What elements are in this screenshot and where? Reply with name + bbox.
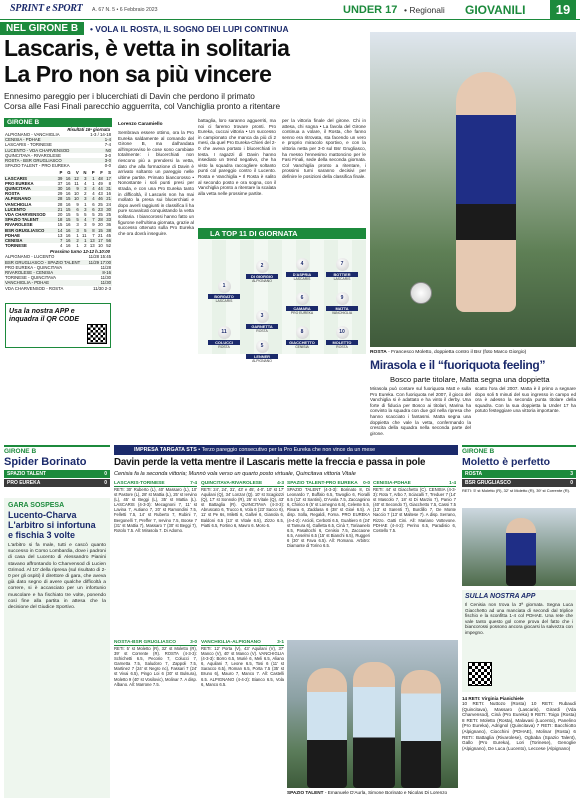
jersey-icon: 8 <box>296 326 309 339</box>
issue-info: A. 67 N. 5 • 6 Febbraio 2023 <box>92 7 158 13</box>
kicker-text: • VOLA IL ROSTA, IL SOGNO DEI LUPI CONTINUA <box>90 24 289 34</box>
league-cell: CENISIA <box>4 238 55 243</box>
league-cell: 11 <box>74 180 79 186</box>
league-header-cell: P <box>91 170 95 176</box>
next-round-cell: ALPIGNANO - LUCENTO <box>5 254 55 260</box>
standings-subtitle: Risultati 16ª giornata <box>67 127 110 132</box>
league-cell: 15 <box>63 207 71 212</box>
league-table <box>4 170 112 248</box>
lower-headline: Davin perde la vetta mentre il Lascaris mette la freccia e passa in pole <box>114 457 426 468</box>
next-round-cell: 11/30 <box>86 280 112 285</box>
jersey-icon: 1 <box>218 280 231 293</box>
next-round-table <box>4 254 112 290</box>
league-cell: 16 <box>63 186 71 191</box>
top11-player[interactable] <box>208 280 240 303</box>
results-table <box>4 132 112 168</box>
league-cell: 7 <box>92 232 95 238</box>
spider-home-score: 0 <box>104 471 107 477</box>
league-cell: 2 <box>84 191 87 197</box>
league-cell: 11 <box>82 232 87 238</box>
standings-title: GIRONE B <box>4 118 112 127</box>
league-cell: PDHAE <box>5 232 21 238</box>
page-number: 19 <box>550 0 576 19</box>
team-photo-spazio-talent <box>287 640 458 788</box>
league-cell: 38 <box>104 228 112 233</box>
spider-away-team: PRO EUREKA <box>7 480 41 486</box>
moletto-home-row <box>462 470 576 478</box>
top11-player-name: GIACCHETTO <box>286 340 318 345</box>
league-cell: 1 <box>84 201 87 207</box>
result-cell: 0-0 <box>104 163 111 169</box>
league-cell: 18 <box>55 217 63 222</box>
top11-player[interactable] <box>246 310 278 333</box>
league-cell: 16 <box>65 191 71 197</box>
league-cell: PRO EUREKA <box>5 180 34 186</box>
league-header-cell: N <box>83 170 87 176</box>
league-cell: ALPIGNANO <box>4 196 55 201</box>
next-round-cell: BSR GRUGLIASCO - SPAZIO TALENT <box>4 260 86 265</box>
league-cell: VANCHIGLIA <box>5 201 32 207</box>
league-cell: 43 <box>98 191 103 197</box>
app-promo-box[interactable] <box>462 590 576 692</box>
league-cell: 21 <box>98 232 103 238</box>
top11-player[interactable] <box>286 258 318 281</box>
next-round-cell: 11/28 <box>100 264 111 270</box>
headline-2: La Pro non sa più vincere <box>4 61 272 87</box>
match-report-text: SPAZIO TALENT (4-3-3): Borinato 8, Di Leonardo 7, Buffalo 6.5, Tavoglio 6, Fioralli 6.5 (12' st Santini), D'Avola 7.5, Zaccagnino 6, Chirico 6 (5' st Lomegno 6.5), Celeste 5.5, Rivara 6, Zaddasa 6 (38' st Gioé 6.5). A disp. Solla, Regaldi, Forna. PRO EUREKA (4-4-2): Arcioli, Cerbotti 6.5, Gualtiero 6 (24' st Tamura 6), Galletta 6.5, Cinà 7, Toriaanelo 6.5, Pasaltochi 6, Cenisio 7.5, Zaccaone 6.5, Anselmi 6.5 (15' st Bianchi 6.5), Ruggeri 6 (30' st Fava 6.5). All: Romano. Arbitro: Diamante di Torino 6.5. <box>287 487 370 549</box>
league-cell: 9 <box>76 201 79 207</box>
qr-code-icon <box>87 324 107 344</box>
result-cell: 1-4 <box>84 137 112 142</box>
moletto-away-team: BSR GRUGLIASCO <box>465 480 511 486</box>
league-cell: 2 <box>84 243 87 249</box>
league-cell: 16 <box>63 176 71 181</box>
league-cell: 16 <box>65 243 71 249</box>
league-cell: LUCENTO <box>4 207 55 212</box>
league-cell: 8 <box>108 180 111 186</box>
page-header <box>0 0 580 20</box>
match-report-text: RETI: 30' Ruberto (L), 40' Massaro (L), 10' st Pastore (L), 28' st Mattia (L), 25' st Iervino (L), 45' st Beggi (L), 35' st Mattia (L). LASCARIS (4-3-3): Mecagnoni 7, 11' st Lavina 7, Autiano 7, 20' st Ramondini 7.5, Felletti 7.5, 14' st Ruberto 7, Rubini 7, Bergonelli 7, Preffer 7, Iervino 7.5, Boose 7 (31' st Mattia 7), Massaro 7 (30' st Beggi 7), Rotolo 7.5. All: Mirasola 7. Di Adomo. <box>114 487 197 533</box>
next-round-cell: VDA CHARVENSOD - ROSTA <box>5 285 64 291</box>
top11-player[interactable] <box>326 258 358 281</box>
top11-player[interactable] <box>286 326 318 349</box>
scorers-title: 14 RETI: Virginia Pianichiele <box>462 696 524 701</box>
result-cell: 3-0 <box>104 152 111 158</box>
league-cell: 13 <box>57 232 63 238</box>
article-col-2: battaglia, loro saranno agguerriti, ma noi ci faremo trovare pronti. Pro Eureka, cuccai vittoria • Un successo in campionato che manca da più di 2 mesi, da quel Pro Eureka-Chieri del 2-0 che aveva portato i blucerchiati in testa. I ragazzi di Davin hanno insediato un trend negativo, che ha visto la squadra raccogliere soltanto punti col pareggio contro il Lucento. Rosta e Vanchiglia • Il Rosta è salito al secondo posto e ora sogna, con il Vanchiglia pronto a ritentare la scalata alla vetta nelle prossime partite. <box>198 118 276 196</box>
top11-player-name: GARNETTA <box>246 324 278 329</box>
league-header-cell: P <box>59 170 63 176</box>
result-cell: QUINCITAVA - RIVAROLESE <box>5 152 62 158</box>
spider-group: GIRONE B <box>4 445 110 455</box>
league-cell: 14 <box>55 228 63 233</box>
league-cell: 28 <box>57 201 63 207</box>
top11-player-name: MOLETTO <box>326 340 358 345</box>
top11-player-team: PRO EUREKA <box>290 311 314 315</box>
impresa-text: • Terzo pareggio consecutivo per la Pro Eureka che non vince da un mese <box>198 447 376 453</box>
photo-caption-top-text: - Francesco Moletto, doppietta contro il Bsr (foto Marco Giorgio) <box>388 350 527 355</box>
league-cell: 4 <box>88 196 96 201</box>
moletto-away-row <box>462 479 576 487</box>
league-cell: 33 <box>104 217 112 222</box>
league-cell: 20 <box>57 212 63 218</box>
league-cell: QUINCITAVA <box>4 186 55 191</box>
moletto-title: Moletto è perfetto <box>462 456 551 468</box>
qr-promo-line1: Usa la nostra APP e <box>9 308 75 315</box>
league-cell: 5 <box>80 228 88 233</box>
article-col-3: per la vittoria finale del girone. Chi in attesa, chi sogna • La favola del Girone continua a volare, il Rosta, che fanno senno era ritrovata, sta facendo un vero e proprio miracolo sportivo, e con la vittoria netta per 3-0 sul Bsr Grugliasco, ha messo l'ennesimo mattoncino per le Fasi Finali, sede della seconda giornata. Col Vanchiglia pronto a ritentare, i prossimi turni saranno decisivi per definire le posizioni della classifica finale. <box>282 118 366 179</box>
league-cell: 16 <box>65 180 71 186</box>
next-round-cell: 8-16 <box>86 270 112 275</box>
match-report-title: CENISIA-PDHAE 1-4 <box>373 481 456 486</box>
result-cell: SPAZIO TALENT - PRO EUREKA <box>5 163 70 169</box>
jersey-icon: 3 <box>256 310 269 323</box>
player-photo-moletto <box>370 32 576 347</box>
league-cell: 10 <box>72 196 80 201</box>
league-cell: 3 <box>72 228 80 233</box>
result-cell: 1-3 / 14-18 <box>90 132 111 137</box>
player-figure-1 <box>307 668 347 788</box>
league-cell: 15 <box>57 222 63 228</box>
next-round-cell: 11/28 15:45 <box>88 254 111 260</box>
league-cell: 13 <box>89 243 95 249</box>
league-cell: 17 <box>96 238 104 243</box>
kicker-bar <box>0 22 370 35</box>
top11-player-name: LENNER <box>246 354 278 359</box>
top11-player-team: ROSTA <box>256 329 268 333</box>
lower-photo-caption-name: SPAZIO TALENT <box>287 790 324 795</box>
league-header-cell: G <box>67 170 71 176</box>
spider-away-row <box>4 479 110 487</box>
lower-photo-caption-text: - Emanuele D'Aurla, Simone Borinato e Nicolas Di Lorenzo <box>324 790 448 795</box>
league-cell: 56 <box>104 238 112 243</box>
moletto-reti: RETI: 5' st Moletto (R), 32' st Moletto (R), 39' st Corrente (R). <box>462 488 571 493</box>
league-cell: 4 <box>92 191 95 197</box>
league-cell: 6 <box>92 201 95 207</box>
lower-photo-caption <box>287 790 458 795</box>
league-cell: 3 <box>80 207 88 212</box>
jersey-icon: 4 <box>296 258 309 271</box>
top11-player-name: CAMARA <box>286 306 318 311</box>
league-cell: 13 <box>88 238 96 243</box>
moletto-photo <box>462 508 576 586</box>
gara-sospesa-box <box>4 498 110 798</box>
top11-player[interactable] <box>326 326 358 349</box>
league-cell: 16 <box>65 222 71 228</box>
match-report <box>114 640 197 796</box>
league-cell: 48 <box>96 176 104 181</box>
result-cell: 3-0 <box>84 158 112 163</box>
top11-player-team: VANCHIGLIA <box>331 311 353 315</box>
league-cell: 28 <box>96 217 104 222</box>
top11-player[interactable] <box>246 260 278 283</box>
side-story-body: Mirasola può contare sul fuoriquota Matt e sulla Pro Eureka. Con fuoriquota nel 2007, il gioco del Vanchiglia si è adattato e ha vinto il derby. Una forte di fiducia per Bosco ai titolari, Marina ha convinto la squadra con due gol nella ripresa che hanno scacciato i fantasmi. Matta segna una doppietta che vale la vetta, confermando la crescita della squadra nella seconda parte del girone. <box>370 386 471 436</box>
category-title: GIOVANILI <box>465 3 526 17</box>
article-author: Lorenzo Caramiello <box>118 122 163 127</box>
league-cell: 28 <box>55 196 63 201</box>
league-cell: 30 <box>55 186 63 191</box>
league-cell: 7 <box>88 217 96 222</box>
top11-player[interactable] <box>286 292 318 315</box>
top11-player-name: DI GIORGIO <box>246 274 278 279</box>
league-cell: 1 <box>92 180 95 186</box>
league-cell: 15 <box>65 212 71 218</box>
league-cell: 20 <box>98 222 103 228</box>
league-cell: 16 <box>63 238 71 243</box>
league-cell: 2 <box>72 238 80 243</box>
league-cell: 3 <box>80 196 88 201</box>
league-cell: 21 <box>104 196 112 201</box>
result-cell: 7-4 <box>104 142 111 148</box>
result-cell: ALPIGNANO - VANCHIGLIA <box>5 132 60 137</box>
ball-icon <box>410 282 432 304</box>
top11-player[interactable] <box>246 340 278 363</box>
side-story-body-2: scatto l'ora del 2007. Matta è il primo a segnare dopo soli 5 minuti del suo ingresso in campo ed ora è adesso la seconda punta titolare della squadra. Con la sua doppietta la Under 17 ha potuto festeggiare una vittoria importante. <box>475 386 576 414</box>
match-report-text: RETI: 44' st Giacchetto (C). CENISIA (4-3-3): Rota 7, Arbo 7, Sciacalli 7, Treduer 7 (14' st Mascolo 7, 18' st Di Marzio 7), Panio 7 (40' st Secondo 7), Giacchetto 7.5, Cassi 7.5 (13' st Sarenti 7), Burdillo 7, De Monte Naccio 7 (13' st Maltese 7). A disp. Serrano, Rizzo. Gatti Cini. All: Mariano Vottevone. PDHAE (4-4-2): Perino 6.5, Paradisio 6, Costello 7.5. <box>373 487 456 533</box>
league-cell: 15 <box>96 228 104 233</box>
top11-player-team: LASCARIS <box>215 299 233 303</box>
gara-sospesa-title-3: e fischia 3 volte <box>8 530 76 540</box>
next-round-cell: 11/30 2-3 <box>93 285 111 291</box>
gara-sospesa-title-2: L'arbitro si infortuna <box>8 520 96 530</box>
top11-player-team: ROSTA <box>218 345 230 349</box>
scorers-list: 10 RETI: Nuttozo (Rosta) 10 RETI: Rubaudi (Quincitava), Massaro (Lascaris), Girardi (Vda Charvensod), Cinà (Pro Eureka) 9 RETI: Toigo (Rosta) 8 RETI: Moletto (Rosta), Malavasi (Lucento), Panelino (Pro Eureka), Adrignol (Quincitava) 7 RETI: Bacchiotto (Alpignano), Ciocchini (PDHAE), Molinar (Rosta) 6 RETI: Battaglia (Rivarolese), Ogbaba (Spazio Talent), Gallo (Pro Eureka), Lori (Torinese), Genoglie (Alpignano), De Luca (Lucento), Leccese (Alpignano) <box>462 701 576 751</box>
top11-player-team: ROSTA <box>336 345 348 349</box>
result-cell: N0 <box>84 148 112 153</box>
match-report-text: RETI: 5' st Moletto (R), 32' st Moletto (R), 39' st Corrente (R). ROSTA (4-3-3): Schichetti 6.5, Pecorio 7, Colucci 7, Garnetta 7.5, Saludoro 7, Zappoli 7.5, Martinez 7 (24' st Negro nc), Fassari 7 (24' st Vivai 6.5), Pingo Loi 6 (30' st Bulsura), Moletto 9 (40' st Vosilovic), Molinar 7. A disp. Albano. All: Marrone 7.5. <box>114 646 197 687</box>
gara-sospesa-body: L'arbitro si fa male, tutti e cascò quanto successo in Corso Lombardia, dove i padroni di casa del Lucento di Alessandro Pianini stavano affrontando lo Charvensod di Lucien Grimod. Al 10' della ripresa (sul risultato di 2-0 per gli ospiti) il direttore di gara, che aveva già dato segno di avere qualche difficoltà a correre, si è accasciato per un infortunio muscolare e ha fischiato tre volte, ponendo così fine alla partita in attesa che la decisione del Giudice Sportivo. <box>8 543 106 611</box>
league-cell: 25 <box>106 212 111 218</box>
moletto-away-score: 0 <box>570 480 573 486</box>
spider-away-score: 0 <box>104 480 107 486</box>
scorers-box <box>462 696 576 800</box>
article-col-1: Sembrava essere ottimo, ora la Pro Eureka saldamente al comando del Girone B, ma dall'andata all'improvviso le cose sono cambiate totalmente: i blucerchiati non riescono più a prendersi la vetta, dato che alla formazione di Davin è arrivato soltanto un pareggio nelle ultime partite. Primato biancorosso • Nonostante i soli punti presi per strada, e con una Pro Eureka tanto in difficoltà, il Lascaris non ha mai mollato la presa sui blucerchiati e dopo averli raggiunti in classifica li ha pure scavalcati conquistando la vetta solitaria. I biancorossi hanno fatto un figurone nell'ultima giornata, grazie al successo ottenuto sulla Pro Eureka che ora dovrà inseguire. <box>118 130 194 236</box>
league-cell: 1 <box>88 176 96 181</box>
impresa-band <box>114 445 458 455</box>
league-cell: 29 <box>57 191 63 197</box>
league-cell: 3 <box>76 222 79 228</box>
jersey-icon: 11 <box>218 326 231 339</box>
gara-sospesa-kicker: GARA SOSPESA <box>8 502 65 509</box>
next-round-cell: VANCHIGLIA - PDHAE <box>4 280 86 285</box>
deck-line-2: Corsa alle Fasi Finali parecchio agguerrita, col Vanchiglia pronto a ritentare <box>4 101 281 111</box>
league-cell: 5 <box>92 212 95 218</box>
league-cell: 36 <box>106 222 111 228</box>
next-round-cell: TORINESE - QUINCITAVA <box>5 275 57 281</box>
league-cell: 6 <box>72 207 80 212</box>
league-cell: 1 <box>76 232 79 238</box>
top11-player-name: MATTA <box>326 306 358 311</box>
deck-line-1: Ennesimo pareggio per i blucerchiati di Davin che perdono il primato <box>4 91 255 101</box>
headline-1: Lascaris, è vetta in solitaria <box>4 35 290 61</box>
next-round-row <box>4 286 112 291</box>
league-cell: 9 <box>92 222 95 228</box>
league-cell: 5 <box>76 212 79 218</box>
next-round-title: Prossimo turno 12-12 h.10:00 <box>50 249 110 255</box>
league-cell: 49 <box>98 180 103 186</box>
spider-box <box>4 445 110 495</box>
match-report-text: RETI: 24', 24', 31', 43' e 45', 4-0'. 10' st 17' Aquilani (Q), 34' Lonzar (Q). 10' st Scagiozzi (Q), 17' st Sonnolo (R), 25' st Vitale (Q), 43' st Battaglia (R). QUINCITAVA (4-3-3): Abruscato 6, Trucco 6, Vola 6 (23' Sacco 6), 11' st Pe 6s, Miletti 6, Gallvé 6, Gianola 6, Baldoni 6.5 (13' st Vitale 6.5), Zizzo 6.5, Piatti 6.5, Fortino 6, Mavro 6. Moro 6. <box>201 487 284 528</box>
moletto-home-score: 3 <box>570 471 573 477</box>
side-story-headline: Mirasola e il “fuoriquota feeling” <box>370 358 546 372</box>
jersey-icon: 9 <box>336 292 349 305</box>
league-cell: 16 <box>65 201 71 207</box>
team-of-week-title: LA TOP 11 DI GIORNATA <box>198 228 366 239</box>
league-header-cell: F <box>100 170 103 176</box>
photo-caption-top <box>370 350 576 355</box>
top11-player-team: ALPIGNANO <box>252 359 272 363</box>
league-cell: 7 <box>55 238 63 243</box>
league-cell: 3 <box>80 186 88 191</box>
league-cell: 21 <box>55 207 63 212</box>
match-report <box>373 481 456 633</box>
qr-promo-line2: inquadra il QR CODE <box>9 316 80 323</box>
moletto-figure <box>506 518 536 586</box>
player-figure-2 <box>353 662 395 788</box>
league-header-cell: S <box>108 170 111 176</box>
qr-promo[interactable] <box>5 303 111 348</box>
top11-player[interactable] <box>208 326 240 349</box>
jersey-icon: 2 <box>256 260 269 273</box>
league-cell: 16 <box>63 228 71 233</box>
league-cell: SPAZIO TALENT <box>4 217 55 222</box>
next-round-cell: 11/29 17:00 <box>86 260 112 265</box>
top11-player-team: ALPIGNANO <box>252 279 272 283</box>
league-cell: 6 <box>88 207 96 212</box>
league-cell: 4 <box>84 180 87 186</box>
league-cell: 3 <box>80 176 88 181</box>
app-promo-title: SULLA NOSTRA APP <box>465 593 536 600</box>
moletto-group: GIRONE B <box>462 445 576 455</box>
league-cell: 5 <box>84 212 87 218</box>
result-cell: CENISIA - PDHAE <box>4 137 84 142</box>
match-report-title: LASCARIS-TORINESE 7-4 <box>114 481 197 486</box>
league-cell: 44 <box>96 186 104 191</box>
league-cell: RIVAROLESE <box>5 222 33 228</box>
league-cell: 4 <box>80 217 88 222</box>
player-figure <box>456 72 516 312</box>
section-title: UNDER 17 <box>343 4 398 16</box>
next-round-cell: RIVAROLESE - CENISIA <box>4 270 86 275</box>
spider-title: Spider Borinato <box>4 456 87 468</box>
top11-player-team: CENISIA <box>295 345 309 349</box>
league-cell: 23 <box>96 207 104 212</box>
top11-player-name: BOTTIER <box>326 272 358 277</box>
brand-logo: SPRINT e SPORT <box>10 3 83 14</box>
league-cell: 25 <box>98 201 103 207</box>
league-cell: LASCARIS <box>4 176 55 181</box>
app-promo-text: Il Cenisia non trova la 3ª giornata. Segna Luca Giacchetto ad una manciata di secondi dal triplice fischio e la sconfitta 1-4 col PDHAE. Una rete che vale tanto questo gol come prova del fatto che i biancorossi possono ancora giocarsi la salvezza con impegno. <box>465 602 573 635</box>
lower-deck: Cenisia fa la seconda vittoria; Munnò vola verso un quarto posto virtuale, Quincitava vittoria Vitale <box>114 471 356 477</box>
league-cell: 1 <box>80 238 88 243</box>
league-cell: 17 <box>104 176 112 181</box>
match-report-text: RETI: 12' Porta (V), 43' Aquilani (V), 37' Manco (V), 40' st Manco (V). VANCHIGLIA (4-3-3): Borro 6.5, Muriè 6, Meli 6.5, Aliano 6, Aquilani 7, Leone 6.5, Tosi 6 (11' st Saracco 6.5), Roman 6.5, Porta 7.5 (35' st Bruno 6), Mauro 7, Manco 7. All: Castelli 6.5. ALPIGNANO (4-4-2): Bianco 6.5, Vola 6, Manco 6.5. <box>201 646 284 687</box>
result-row <box>4 163 112 168</box>
match-report-title: VANCHIGLIA-ALPIGNANO 3-1 <box>201 640 284 645</box>
league-cell: 30 <box>104 207 112 212</box>
moletto-box <box>462 445 576 505</box>
league-header-cell: V <box>75 170 79 176</box>
top11-player-name: D'ASPRIA <box>286 272 318 277</box>
jersey-icon: 7 <box>336 258 349 271</box>
league-cell: 15 <box>63 196 71 201</box>
league-cell: TORINESE <box>5 243 27 249</box>
jersey-icon: 5 <box>256 340 269 353</box>
league-cell: 52 <box>106 243 111 249</box>
side-story-deck: Bosco parte titolare, Matta segna una doppietta <box>390 375 550 384</box>
top11-player[interactable] <box>326 292 358 315</box>
top11-player-name: COLUCCI <box>208 340 240 345</box>
spider-home-row <box>4 470 110 478</box>
league-cell: 46 <box>96 196 104 201</box>
photo-caption-top-name: ROSTA <box>370 350 387 355</box>
league-cell: 45 <box>106 232 111 238</box>
league-cell: 39 <box>55 176 63 181</box>
league-cell: 31 <box>104 186 112 191</box>
league-cell: 10 <box>73 191 79 197</box>
league-row <box>4 243 112 248</box>
top11-player-team: LASCARIS <box>293 277 311 281</box>
league-cell: 10 <box>98 243 103 249</box>
qr-code-icon-2 <box>468 662 492 686</box>
league-cell: VDA CHARVENSOD <box>5 212 46 218</box>
match-report-title: NOSTA-BSR GRUGLIASCO 3-0 <box>114 640 197 645</box>
jersey-icon: 6 <box>296 292 309 305</box>
league-cell: 3 <box>84 222 87 228</box>
league-cell: 24 <box>106 201 111 207</box>
top11-player-team: LASCARIS <box>333 277 351 281</box>
result-cell: LUCENTO - VDA CHARVENSOD <box>4 148 84 153</box>
gara-sospesa-title-1: Lucento-Charva <box>8 510 77 520</box>
league-cell: 8 <box>88 228 96 233</box>
league-cell: 16 <box>65 232 71 238</box>
match-report-title: SPAZIO TALENT-PRO EUREKA 0-0 <box>287 481 370 486</box>
league-cell: 9 <box>72 186 80 191</box>
league-cell: 15 <box>63 217 71 222</box>
moletto-home-team: ROSTA <box>465 471 483 477</box>
league-cell: 12 <box>72 176 80 181</box>
league-cell: 4 <box>88 186 96 191</box>
league-cell: 16 <box>106 191 111 197</box>
jersey-icon: 10 <box>336 326 349 339</box>
league-cell: 25 <box>98 212 103 218</box>
league-cell: ROSTA <box>5 191 20 197</box>
next-round-cell: PRO EUREKA - QUINCITAVA <box>5 264 63 270</box>
match-report <box>201 640 284 796</box>
match-report <box>201 481 284 633</box>
top11-player-name: BORGATO <box>208 294 240 299</box>
league-cell: 4 <box>60 243 63 249</box>
league-cell: BSR GRUGLIASCO <box>4 228 55 233</box>
kicker-group: NEL GIRONE B <box>0 22 84 35</box>
result-cell: ROSTA - BSR GRUGLIASCO <box>4 158 84 163</box>
result-cell: LASCARIS - TORINESE <box>5 142 52 148</box>
section-subtitle: • Regionali <box>404 5 445 15</box>
next-round-cell: 11/30 <box>100 275 111 281</box>
match-report <box>287 481 370 633</box>
league-cell: 37 <box>57 180 63 186</box>
league-cell: 5 <box>72 217 80 222</box>
impresa-kicker: IMPRESA TARGATA STS <box>134 447 197 453</box>
match-report <box>114 481 197 633</box>
team-of-week <box>198 228 366 363</box>
spider-home-team: SPAZIO TALENT <box>7 471 46 477</box>
player-figure-3 <box>401 670 441 788</box>
match-report-title: QUINCITAVA-RIVAROLESE 4-3 <box>201 481 284 486</box>
league-cell: 1 <box>76 243 79 249</box>
